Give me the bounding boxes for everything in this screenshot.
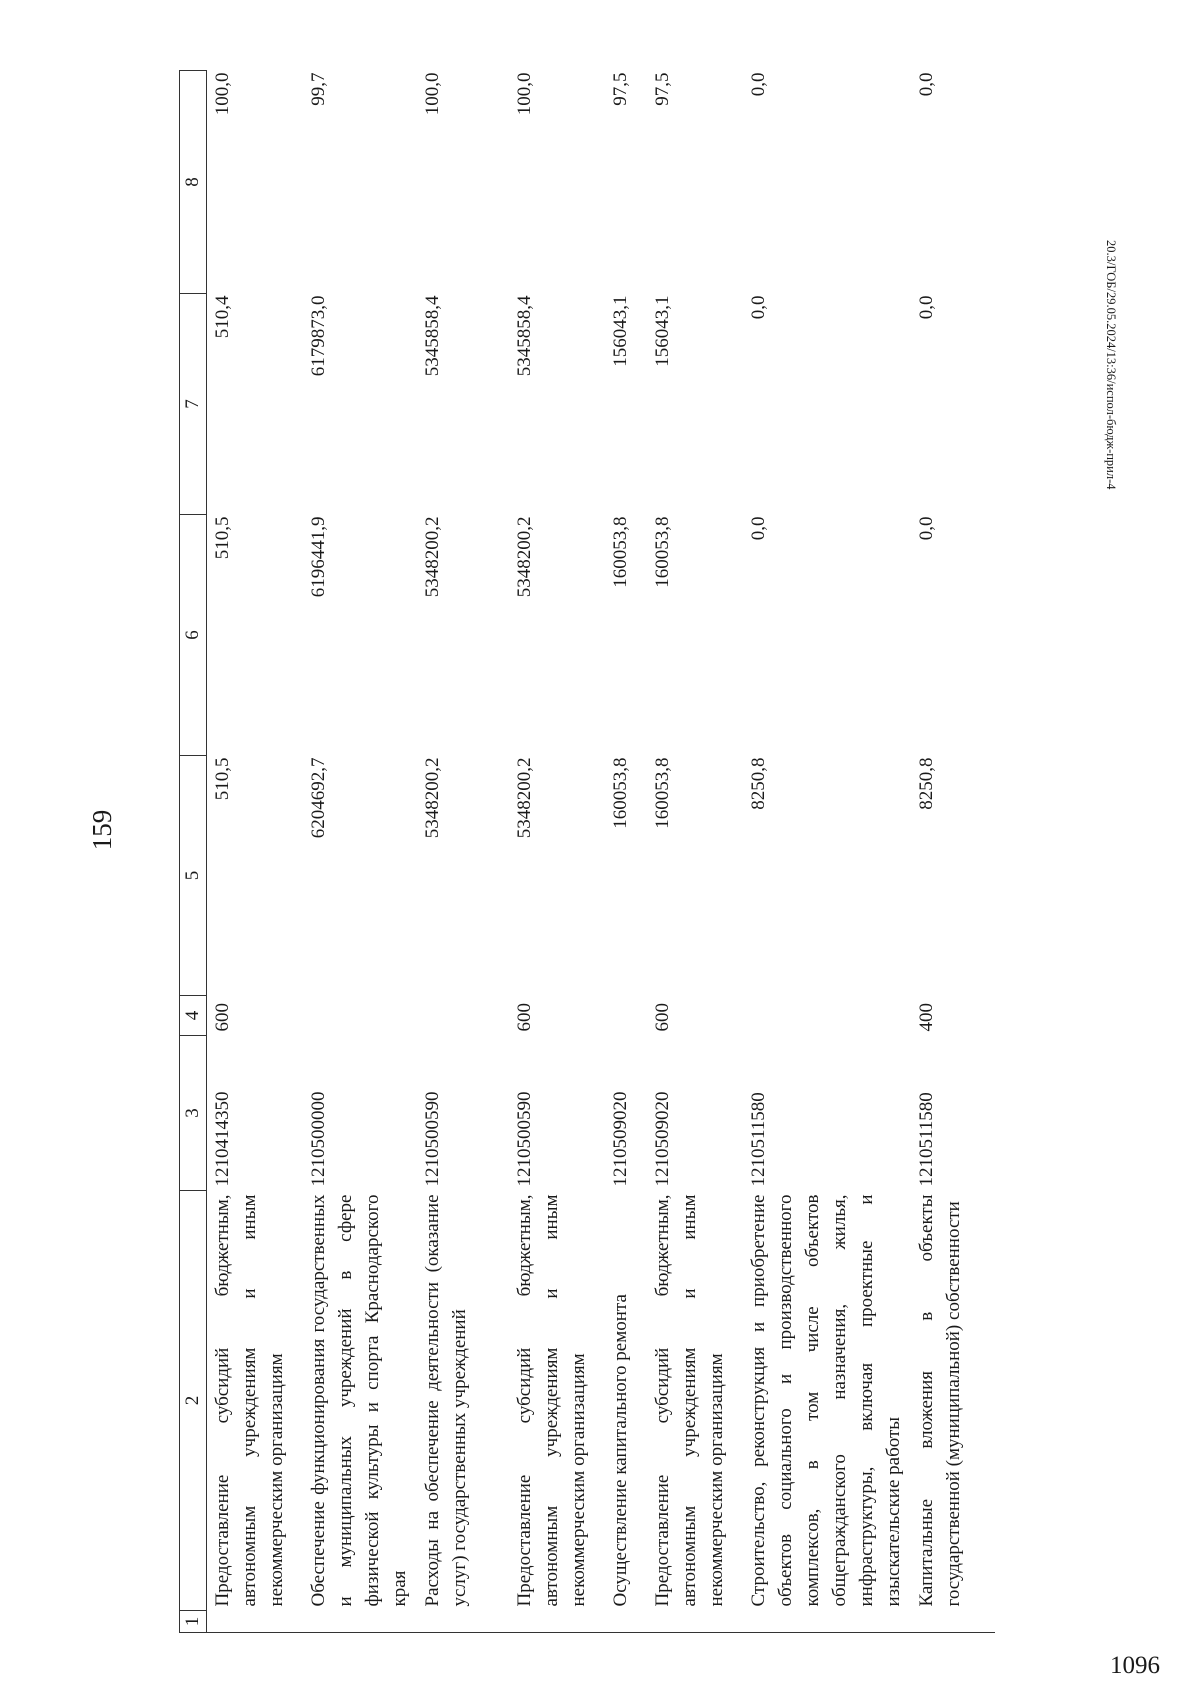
table-row [605,71,647,1633]
row-percent: 100,0 [514,72,535,116]
row-amount-adjusted: 0,0 [916,516,937,541]
row-amount-adjusted: 160053,8 [652,516,673,588]
row-amount-adjusted: 5348200,2 [514,516,535,598]
row-type: 600 [652,1003,673,1032]
row-amount-adjusted: 5348200,2 [422,516,443,598]
row-amount-planned: 510,5 [212,757,233,801]
column-number: 3 [180,1036,207,1191]
row-description: Предоставление субсидий бюджетным, автономным учреждениям и иным некоммерческим организациям [212,1194,287,1607]
document-page-number: 1096 [1110,1652,1160,1679]
row-index [605,1611,647,1633]
row-amount-executed: 156043,1 [652,295,673,367]
row-percent: 100,0 [422,72,443,116]
budget-table-container [179,71,981,1633]
row-type [743,996,911,1036]
row-amount-adjusted: 160053,8 [610,516,631,588]
row-type: 600 [212,1003,233,1032]
row-amount-executed: 6179873,0 [308,295,329,377]
row-index [509,1611,605,1633]
table-row [647,71,743,1633]
row-amount-planned: 5348200,2 [514,757,535,839]
row-description: Капитальные вложения в объекты государственной (муниципальной) собственности [916,1194,964,1607]
table-row [207,71,304,1633]
table-row [509,71,605,1633]
row-type [605,996,647,1036]
row-code: 1210500000 [308,1091,329,1187]
table-row [743,71,911,1633]
row-code: 1210500590 [422,1091,443,1187]
row-index [207,1611,304,1633]
column-number: 2 [180,1191,207,1611]
row-amount-planned: 5348200,2 [422,757,443,839]
row-amount-executed: 510,4 [212,295,233,339]
row-description: Предоставление субсидий бюджетным, автономным учреждениям и иным некоммерческим организациям [652,1194,727,1607]
row-description: Строительство, реконструкция и приобретение объектов социального и производственного комплексов, в том числе объектов общегражданского назначения, жилья, инфраструктуры, включая проектные и изыскательские работы [748,1194,904,1607]
table-row [417,71,509,1633]
row-amount-planned: 6204692,7 [308,757,329,839]
row-amount-planned: 8250,8 [916,757,937,810]
row-index [647,1611,743,1633]
row-amount-executed: 5345858,4 [422,295,443,377]
row-index [743,1611,911,1633]
row-index [303,1611,417,1633]
row-type: 400 [916,1003,937,1032]
budget-table [179,70,995,1633]
column-number: 5 [180,756,207,996]
table-row [911,71,995,1633]
row-percent: 97,5 [610,72,631,106]
row-amount-executed: 5345858,4 [514,295,535,377]
column-number: 8 [180,71,207,294]
column-number: 1 [180,1611,207,1633]
row-type: 600 [514,1003,535,1032]
column-number: 7 [180,294,207,515]
column-number-row [180,71,207,1633]
row-code: 1210511580 [748,1092,769,1187]
row-amount-executed: 0,0 [748,295,769,320]
column-number: 6 [180,515,207,756]
row-index [417,1611,509,1633]
row-amount-executed: 156043,1 [610,295,631,367]
row-amount-planned: 160053,8 [610,757,631,829]
row-description: Осуществление капитального ремонта [610,1294,631,1607]
table-body [207,71,996,1633]
row-description: Расходы на обеспечение деятельности (оказание услуг) государственных учреждений [422,1194,470,1607]
row-percent: 100,0 [212,72,233,116]
row-percent: 99,7 [308,72,329,106]
row-percent: 0,0 [916,72,937,97]
row-description: Обеспечение функционирования государственных и муниципальных учреждений в сфере физической культуры и спорта Краснодарского края [308,1194,410,1607]
row-code: 1210511580 [916,1092,937,1187]
page-number: 159 [87,809,117,851]
row-amount-adjusted: 0,0 [748,516,769,541]
row-amount-adjusted: 6196441,9 [308,516,329,598]
row-percent: 97,5 [652,72,673,106]
row-type [303,996,417,1036]
row-code: 1210509020 [652,1091,673,1187]
row-amount-planned: 160053,8 [652,757,673,829]
row-code: 1210414350 [212,1091,233,1187]
row-code: 1210509020 [610,1091,631,1187]
row-amount-executed: 0,0 [916,295,937,320]
table-row [303,71,417,1633]
column-number: 4 [180,996,207,1036]
row-type [417,996,509,1036]
row-code: 1210500590 [514,1091,535,1187]
row-description: Предоставление субсидий бюджетным, автономным учреждениям и иным некоммерческим организациям [514,1194,589,1607]
footer-code: 20.3/ГОБ/29.05.2024/13:36/испол-бюдж-прил-4 [1104,240,1118,490]
row-percent: 0,0 [748,72,769,97]
row-amount-adjusted: 510,5 [212,516,233,560]
row-amount-planned: 8250,8 [748,757,769,810]
row-index [911,1611,995,1633]
